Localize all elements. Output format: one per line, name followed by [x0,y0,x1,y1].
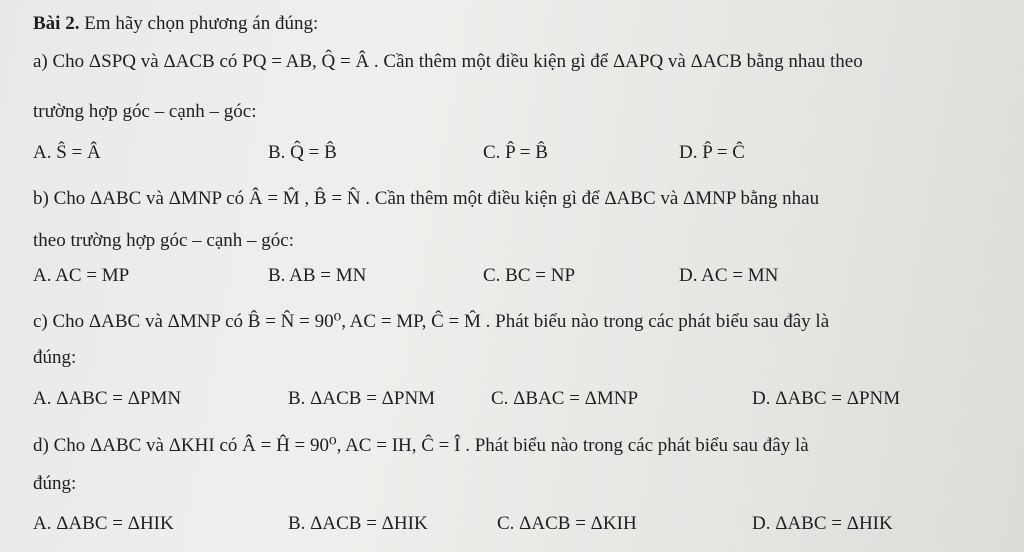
option-b-C[interactable]: C. BC = NP [483,265,576,286]
option-c-C[interactable]: C. ΔBAC = ΔMNP [491,388,639,409]
option-a-D[interactable]: D. P̂ = Ĉ [679,142,745,163]
option-b-D[interactable]: D. AC = MN [679,265,779,286]
option-a-B[interactable]: B. Q̂ = B̂ [268,142,337,163]
question-b-line2: theo trường hợp góc – cạnh – góc: [33,230,294,251]
option-d-D[interactable]: D. ΔABC = ΔHIK [752,513,893,534]
question-c-line2: đúng: [33,347,77,368]
exercise-label: Bài 2. [33,13,80,34]
exercise-title [33,12,1012,36]
option-d-A[interactable]: A. ΔABC = ΔHIK [33,513,174,534]
question-d-line2: đúng: [33,473,77,494]
option-d-B[interactable]: B. ΔACB = ΔHIK [288,513,428,534]
option-a-C[interactable]: C. P̂ = B̂ [483,142,548,163]
exercise-instruction: Em hãy chọn phương án đúng: [79,13,319,34]
option-b-A[interactable]: A. AC = MP [33,265,130,286]
question-a-line2: trường hợp góc – cạnh – góc: [33,101,257,122]
question-d-line1: d) Cho ΔABC và ΔKHI có Â = Ĥ = 90⁰, AC = IH, Ĉ = Î . Phát biểu nào trong các phát biểu sau đây là [33,435,809,456]
option-b-B[interactable]: B. AB = MN [268,265,367,286]
option-a-A[interactable]: A. Ŝ = Â [33,142,101,163]
question-b-line1: b) Cho ΔABC và ΔMNP có Â = M̂ , B̂ = N̂ . Cần thêm một điều kiện gì để ΔABC và ΔMNP bằng nhau [33,188,820,209]
option-c-A[interactable]: A. ΔABC = ΔPMN [33,388,182,409]
question-a-line1: a) Cho ΔSPQ và ΔACB có PQ = AB, Q̂ = Â . Cần thêm một điều kiện gì để ΔAPQ và ΔACB bằng nhau theo [33,51,863,72]
option-c-B[interactable]: B. ΔACB = ΔPNM [288,388,436,409]
question-c-line1: c) Cho ΔABC và ΔMNP có B̂ = N̂ = 90⁰, AC = MP, Ĉ = M̂ . Phát biểu nào trong các phát biểu sau đây là [33,311,830,332]
option-d-C[interactable]: C. ΔACB = ΔKIH [497,513,637,534]
option-c-D[interactable]: D. ΔABC = ΔPNM [752,388,901,409]
